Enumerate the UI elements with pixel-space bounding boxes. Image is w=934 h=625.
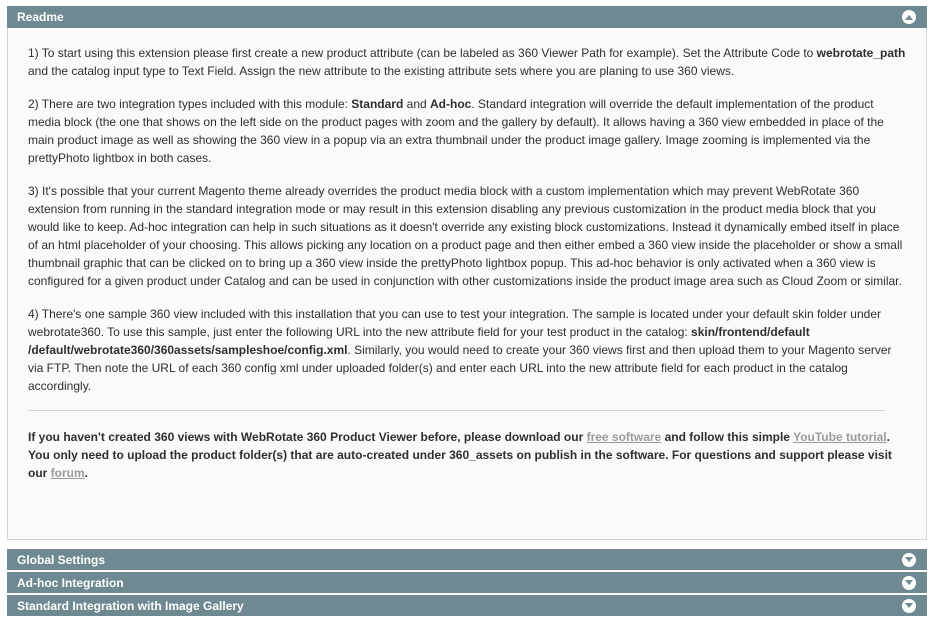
sample-config-path: skin/frontend/default /default/webrotate360/360assets/sampleshoe/config.xml [28,325,810,357]
readme-p4-text-end: . Similarly, you would need to create your 360 views first and then upload them to your Magento server via FTP. Then note the URL of each 360 config xml under uploaded folder(s) and enter each URL into the new attribute field for each product in the catalog accordingly. [28,343,892,393]
readme-p4-text: 4) There's one sample 360 view included with this installation that you can use to test your integration. The sample is located under your default skin folder under webrotate360. To use this sample, just enter the following URL into the new attribute field for your test product in the catalog: [28,307,882,339]
readme-paragraph-1 [28,44,906,80]
standard-integration-section-title: Standard Integration with Image Gallery [17,598,244,613]
footer-text-2: and follow this simple [661,430,794,444]
adhoc-integration-section-header[interactable] [7,572,927,593]
footer-text-3: . You only need to upload the product folder(s) that are auto-created under 360_assets on publish in the software. For questions and support please visit our [28,430,892,480]
readme-p1-text-end: and the catalog input type to Text Field. Assign the new attribute to the existing attribute sets where you are planing to use 360 views. [28,64,735,78]
readme-p2-text-end: . Standard integration will override the default implementation of the product media block (the one that shows on the left side on the product pages with zoom and the gallery by default). It allows having a 360 view embedded in place of the main product image as well as showing the 360 view in a popup via an extra thumbnail under the product image gallery. Image zooming is implemented via the prettyPhoto lightbox in both cases. [28,97,884,165]
readme-p2-text: 2) There are two integration types included with this module: [28,97,352,111]
readme-section-title: Readme [17,10,64,24]
adhoc-integration-section-title: Ad-hoc Integration [17,575,124,590]
readme-p1-text: 1) To start using this extension please first create a new product attribute (can be labeled as 360 Viewer Path for example). Set the Attribute Code to [28,46,817,60]
adhoc-label: Ad-hoc [430,97,472,111]
expand-down-icon[interactable] [902,599,916,613]
attribute-code-text: webrotate_path [816,46,906,60]
free-software-link[interactable]: free software [586,430,662,444]
collapse-up-icon[interactable] [902,10,916,24]
expand-down-icon[interactable] [902,553,916,567]
readme-paragraph-2 [28,95,906,167]
youtube-tutorial-link[interactable]: YouTube tutorial [793,430,887,444]
readme-paragraph-3: 3) It's possible that your current Magento theme already overrides the product media block with a custom implementation which may prevent WebRotate 360 extension from running in the standard integration mode or may result in this extension disabling any previous customization in the product media block that you would like to keep. Ad-hoc integration can help in such situations as it doesn't override any existing block customizations. Instead it dynamically embed itself in place of an html placeholder of your choosing. This allows picking any location on a product page and then either embed a 360 view inside the placeholder or show a small thumbnail graphic that can be clicked on to bring up a 360 view inside the prettyPhoto lightbox popup. This ad-hoc behavior is only activated when a 360 view is configured for a given product under Catalog and can be used in conjunction with other customizations inside the product image area such as Cloud Zoom or similar. [28,184,903,288]
global-settings-section-title: Global Settings [17,552,106,567]
footer-text-1: If you haven't created 360 views with WebRotate 360 Product Viewer before, please download our [28,430,587,444]
global-settings-section-header[interactable] [7,549,927,570]
forum-link[interactable]: forum [50,466,85,480]
readme-footer-note [28,428,906,482]
footer-text-4: . [84,466,89,480]
readme-paragraph-4 [28,305,906,395]
readme-section-header[interactable] [7,6,927,28]
standard-integration-section-header[interactable] [7,595,927,616]
standard-label: Standard [351,97,404,111]
expand-down-icon[interactable] [902,576,916,590]
readme-content-panel [7,28,927,540]
readme-p2-and: and [403,97,431,111]
readme-divider [28,410,885,411]
